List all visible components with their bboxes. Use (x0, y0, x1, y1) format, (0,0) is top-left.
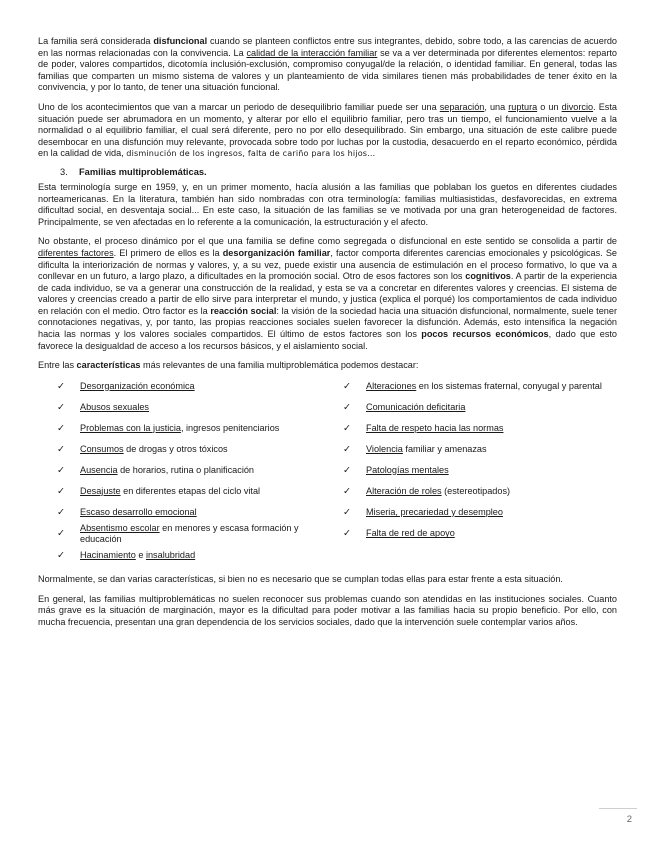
paragraph-disfuncional: La familia será considerada disfuncional cuando se planteen conflictos entre sus integrantes, debido, sobre todo, a las carencias de acuerdo en las normas relacionadas con la convivencia. La calidad de la interacción familiar se va a ver determinada por diferentes elementos: reparto de poder, valores compartidos, dicotomía inclusión-exclusión, compromiso conyugal/de la relación, o identidad familiar. En general, todas las familias que comparten un mismo sistema de valores y un planteamiento de vida similares tienen más probabilidades de tener éxito en la convivencia, y por lo tanto, de tener una situación funcional. (38, 36, 618, 93)
list-item: ✓ Alteraciones en los sistemas fraternal, conyugal y parental (343, 380, 602, 392)
list-item: ✓ Violencia familiar y amenazas (343, 443, 487, 455)
list-item: ✓ Desajuste en diferentes etapas del ciclo vital (57, 485, 261, 497)
list-item: ✓ Falta de red de apoyo (343, 528, 455, 540)
section-heading (60, 167, 617, 177)
list-item: ✓ Abusos sexuales (57, 401, 149, 413)
list-item: ✓ Falta de respeto hacia las normas (343, 422, 504, 434)
term-divorcio: divorcio (561, 101, 594, 112)
term-separacion: separación (439, 101, 485, 112)
term-pocos-recursos: pocos recursos económicos (421, 329, 549, 340)
term-ruptura: ruptura (508, 101, 538, 112)
list-item: ✓ Patologías mentales (343, 464, 449, 476)
list-item: ✓ Desorganización económica (57, 380, 195, 392)
check-icon: ✓ (57, 401, 65, 413)
term-diferentes-factores: diferentes factores (38, 247, 114, 258)
list-item: ✓ Alteración de roles (estereotipados) (343, 485, 511, 497)
check-icon: ✓ (57, 506, 65, 518)
paragraph-desequilibrio: Uno de los acontecimientos que van a marcar un periodo de desequilibrio familiar puede ser una separación, una ruptura o un divorcio. Esta situación puede ser abrumadora en un momento, y alterar por ello el equilibrio familiar, pero tras un tiempo, el funcionamiento vuelve a la normalidad o al equilibrio familiar, el cual será diferente, pero no por ello desequilibrado. Sin embargo, una situación de este calibre puede desembocar en una disfunción muy relevante, provocada sobre todo por luchas por la custodia, desacuerdo en el reparto económico, pérdida en la calidad de vida, disminución de los ingresos, falta de cariño para los hijos… (38, 101, 617, 159)
list-item: ✓ Miseria, precariedad y desempleo (343, 506, 503, 518)
term-desorganizacion: desorganización familiar (222, 247, 331, 258)
document-body (38, 36, 617, 629)
check-icon: ✓ (57, 485, 65, 497)
list-item: ✓ Hacinamiento e insalubridad (57, 550, 196, 562)
check-icon: ✓ (343, 485, 351, 497)
characteristics-list (38, 376, 617, 566)
term-disfuncional: disfuncional (153, 36, 208, 46)
check-icon: ✓ (343, 380, 351, 392)
consequences-text: disminución de los ingresos, falta de cariño para los hijos… (126, 148, 376, 159)
term-calidad-interaccion: calidad de la interacción familiar (246, 47, 378, 58)
section-number: 3. (60, 166, 68, 177)
list-item: ✓ Ausencia de horarios, rutina o planificación (57, 464, 254, 476)
check-icon: ✓ (57, 422, 65, 434)
page-number: 2 (626, 814, 632, 825)
term-reaccion-social: reacción social (210, 305, 277, 316)
paragraph-factores: No obstante, el proceso dinámico por el que una familia se define como segregada o disfuncional en este sentido se consolida a partir de diferentes factores. El primero de ellos es la desorganización familiar, factor comporta diferentes carencias emocionales y psicológicas. Se dificulta la interiorización de normas y valores, y, a su vez, puede existir una ausencia de estimulación en el proceso formativo, lo que va a conllevar en un futuro, a largo plazo, a dificultades en la promoción social. Otro de esos factores son los cognitivos. A partir de la experiencia de cada individuo, se va a generar una construcción de la realidad, y esta se va a concretar en diferentes valores y creencias. El sistema de valores y creencias creado a partir de ello sirve para interpretar el mundo, y justica (explica el porqué) los comportamientos de cada individuo en relación con el medio. Otro factor es la reacción social: la visión de la sociedad hacia una situación disfuncional, normalmente, suele tener connotaciones negativas, y, por tanto, las propias reacciones sociales suelen favorecer la disfunción. Además, esto intensifica la negación hacia las normas y los valores sociales compartidos. El último de estos factores son los pocos recursos económicos, dado que esto favorece la desigualdad de acceso a los recursos básicos, y el aislamiento social. (38, 236, 618, 351)
check-icon: ✓ (57, 550, 65, 562)
check-icon: ✓ (57, 464, 65, 476)
paragraph-normalmente: Normalmente, se dan varias características, si bien no es necesario que se cumplan todas ellas para estar frente a esta situación. (38, 574, 563, 585)
check-icon: ✓ (343, 401, 351, 413)
check-icon: ✓ (343, 422, 351, 434)
check-icon: ✓ (343, 506, 351, 518)
paragraph-terminologia: Esta terminología surge en 1959, y, en un primer momento, hacía alusión a las familias que poblaban los guetos en diferentes ciudades norteamericanas. En la literatura, también han sido nombradas con otra terminología: familias multiasistidas, desfavorecidas, en extrema dificultad social, en desventaja social... En este caso, la situación de las familias se ve motivada por una gran heterogeneidad de factores. Principalmente, se ven afectadas en lo referente a la comunicación, la estructuración y el afecto. (38, 181, 617, 227)
paragraph-caracteristicas-intro: Entre las características más relevantes de una familia multiproblemática podemos destacar: (38, 360, 419, 371)
term-cognitivos: cognitivos (465, 271, 511, 282)
check-icon: ✓ (57, 380, 65, 392)
list-item: ✓ Absentismo escolar en menores y escasa formación y educación (57, 522, 299, 545)
section-title: Familias multiproblemáticas. (79, 166, 207, 177)
list-item: ✓ Consumos de drogas y otros tóxicos (57, 443, 228, 455)
check-icon: ✓ (343, 528, 351, 540)
check-icon: ✓ (343, 443, 351, 455)
paragraph-instituciones: En general, las familias multiproblemáticas no suelen reconocer sus problemas cuando son atendidas en las instituciones sociales. Cuanto más grave es la situación de marginación, mayor es la dificultad para poder motivar a las familias hacia su propio beneficio. Por ello, con mucha frecuencia, presentan una gran dependencia de los servicios sociales, dado que la intervención suele contemplar varios años. (38, 593, 617, 628)
list-item: ✓ Problemas con la justicia, ingresos penitenciarios (57, 422, 280, 434)
check-icon: ✓ (57, 443, 65, 455)
term-caracteristicas: características (76, 360, 141, 371)
check-icon: ✓ (57, 528, 65, 540)
list-item: ✓ Escaso desarrollo emocional (57, 506, 197, 518)
list-item: ✓ Comunicación deficitaria (343, 401, 466, 413)
check-icon: ✓ (343, 464, 351, 476)
page-number-divider (599, 808, 637, 809)
